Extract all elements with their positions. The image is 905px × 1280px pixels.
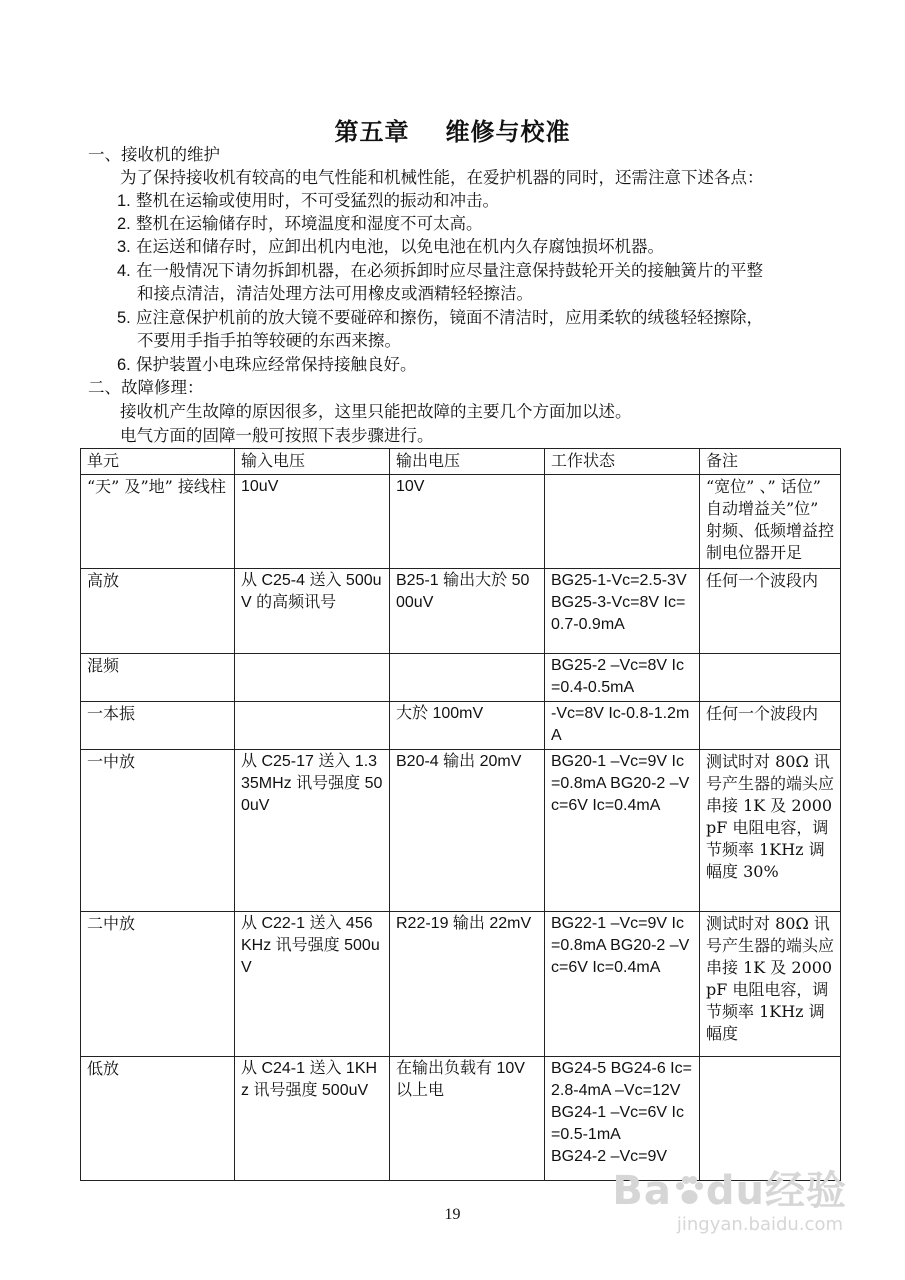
cell-unit: 低放 bbox=[81, 1057, 235, 1181]
cell-unit: 高放 bbox=[81, 569, 235, 654]
item-text: 保护装置小电珠应经常保持接触良好。 bbox=[136, 355, 417, 374]
cell-input: 从 C24-1 送入 1KHz 讯号强度 500uV bbox=[235, 1057, 390, 1181]
fault-repair-table bbox=[80, 448, 841, 1181]
item-number: 1. bbox=[117, 192, 131, 210]
cell-note: 测试时对 80Ω 讯号产生器的端头应串接 1K 及 2000pF 电阻电容，调节频率 1KHz 调幅度 30% bbox=[700, 750, 841, 912]
watermark-site: jingyan.baidu.com bbox=[676, 1214, 843, 1235]
cell-output: 10V bbox=[390, 475, 545, 569]
cell-input bbox=[235, 702, 390, 750]
maintenance-item-1 bbox=[117, 190, 499, 212]
item-text: 应注意保护机前的放大镜不要碰碎和擦伤，镜面不清洁时，应用柔软的绒毯轻轻擦除， bbox=[136, 308, 764, 327]
cell-output: B20-4 输出 20mV bbox=[390, 750, 545, 912]
item-number: 4. bbox=[117, 262, 131, 280]
cell-state: BG25-1-Vc=2.5-3V BG25-3-Vc=8V Ic=0.7-0.9mA bbox=[545, 569, 700, 654]
cell-state bbox=[545, 475, 700, 569]
maintenance-item-5-continued: 不要用手指手拍等较硬的东西来擦。 bbox=[137, 331, 401, 350]
cell-input: 从 C22-1 送入 456KHz 讯号强度 500uV bbox=[235, 912, 390, 1057]
item-number: 6. bbox=[117, 356, 131, 374]
item-text: 在运送和储存时，应卸出机内电池，以免电池在机内久存腐蚀损坏机器。 bbox=[136, 237, 665, 256]
item-text: 整机在运输或使用时，不可受猛烈的振动和冲击。 bbox=[136, 191, 500, 210]
cell-unit: 二中放 bbox=[81, 912, 235, 1057]
cell-output: 大於 100mV bbox=[390, 702, 545, 750]
watermark-brand bbox=[612, 1168, 847, 1214]
table-row bbox=[81, 654, 841, 702]
section2-paragraph-1: 接收机产生故障的原因很多，这里只能把故障的主要几个方面加以述。 bbox=[120, 402, 632, 421]
cell-note: 任何一个波段内 bbox=[700, 702, 841, 750]
table-row bbox=[81, 1057, 841, 1181]
cell-input bbox=[235, 654, 390, 702]
maintenance-item-6 bbox=[117, 354, 417, 376]
maintenance-item-5 bbox=[117, 307, 763, 329]
cell-output: R22-19 输出 22mV bbox=[390, 912, 545, 1057]
paw-icon bbox=[672, 1174, 706, 1208]
cell-state bbox=[545, 1057, 700, 1181]
watermark-brand-cn: 经验 bbox=[765, 1168, 847, 1214]
cell-state: BG20-1 –Vc=9V Ic=0.8mA BG20-2 –Vc=6V Ic=0.4mA bbox=[545, 750, 700, 912]
column-header-unit: 单元 bbox=[81, 449, 235, 475]
baidu-jingyan-watermark bbox=[612, 1168, 847, 1236]
cell-unit: 一本振 bbox=[81, 702, 235, 750]
state-line: BG24-1 –Vc=6V Ic=0.5-1mA bbox=[551, 1104, 684, 1143]
watermark-brand-part-a: Ba bbox=[612, 1168, 672, 1214]
cell-note: 测试时对 80Ω 讯号产生器的端头应串接 1K 及 2000pF 电阻电容，调节频率 1KHz 调幅度 bbox=[700, 912, 841, 1057]
table-row bbox=[81, 569, 841, 654]
cell-output: B25-1 输出大於 5000uV bbox=[390, 569, 545, 654]
state-line: BG24-2 –Vc=9V bbox=[551, 1148, 668, 1165]
section2-paragraph-2: 电气方面的固障一般可按照下表步骤进行。 bbox=[120, 426, 434, 445]
table-row bbox=[81, 750, 841, 912]
maintenance-item-4-continued: 和接点清洁，清洁处理方法可用橡皮或酒精轻轻擦洁。 bbox=[137, 284, 533, 303]
cell-note: “宽位” 、” 话位” 自动增益关”位” 射频、低频增益控制电位器开足 bbox=[700, 475, 841, 569]
watermark-brand-part-b: du bbox=[705, 1168, 765, 1214]
cell-output: 在输出负载有 10V 以上电 bbox=[390, 1057, 545, 1181]
section2-heading: 二、故障修理： bbox=[88, 378, 204, 397]
column-header-input-voltage: 输入电压 bbox=[235, 449, 390, 475]
column-header-output-voltage: 输出电压 bbox=[390, 449, 545, 475]
item-text: 整机在运输储存时，环境温度和湿度不可太高。 bbox=[136, 214, 483, 233]
cell-note bbox=[700, 654, 841, 702]
chapter-title bbox=[0, 112, 905, 147]
cell-input: 从 C25-17 送入 1.335MHz 讯号强度 500uV bbox=[235, 750, 390, 912]
cell-state: -Vc=8V Ic-0.8-1.2mA bbox=[545, 702, 700, 750]
chapter-number: 第五章 bbox=[334, 118, 410, 146]
item-number: 5. bbox=[117, 309, 131, 327]
cell-state: BG25-2 –Vc=8V Ic=0.4-0.5mA bbox=[545, 654, 700, 702]
cell-note: 任何一个波段内 bbox=[700, 569, 841, 654]
state-line: BG24-5 BG24-6 Ic=2.8-4mA –Vc=12V bbox=[551, 1060, 692, 1099]
cell-unit: 一中放 bbox=[81, 750, 235, 912]
cell-output bbox=[390, 654, 545, 702]
item-number: 2. bbox=[117, 215, 131, 233]
column-header-remarks: 备注 bbox=[700, 449, 841, 475]
column-header-working-state: 工作状态 bbox=[545, 449, 700, 475]
item-text: 在一般情况下请勿拆卸机器，在必须拆卸时应尽量注意保持鼓轮开关的接触簧片的平整 bbox=[136, 261, 764, 280]
section1-heading: 一、接收机的维护 bbox=[88, 145, 220, 164]
chapter-name: 维修与校准 bbox=[445, 118, 571, 146]
cell-unit: 混频 bbox=[81, 654, 235, 702]
cell-note bbox=[700, 1057, 841, 1181]
cell-unit: “天” 及”地” 接线柱 bbox=[81, 475, 235, 569]
item-number: 3. bbox=[117, 238, 131, 256]
cell-input: 从 C25-4 送入 500uV 的高频讯号 bbox=[235, 569, 390, 654]
maintenance-item-2 bbox=[117, 213, 483, 235]
page-number: 19 bbox=[444, 1206, 461, 1223]
section1-intro: 为了保持接收机有较高的电气性能和机械性能，在爱护机器的同时，还需注意下述各点： bbox=[120, 168, 764, 187]
table-row bbox=[81, 912, 841, 1057]
cell-input: 10uV bbox=[235, 475, 390, 569]
table-header-row bbox=[81, 449, 841, 475]
cell-state: BG22-1 –Vc=9V Ic=0.8mA BG20-2 –Vc=6V Ic=0.4mA bbox=[545, 912, 700, 1057]
table-row bbox=[81, 475, 841, 569]
table-row bbox=[81, 702, 841, 750]
maintenance-item-3 bbox=[117, 236, 664, 258]
maintenance-item-4 bbox=[117, 260, 763, 282]
